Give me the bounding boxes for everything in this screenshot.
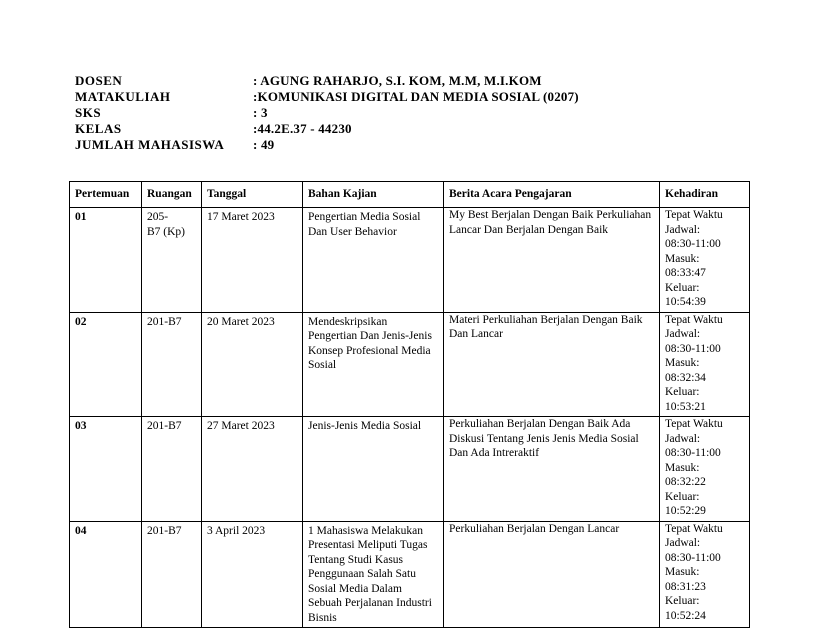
cell-tanggal: 3 April 2023 bbox=[202, 521, 303, 628]
info-label: MATAKULIAH bbox=[75, 89, 171, 104]
column-header: Pertemuan bbox=[70, 182, 142, 208]
cell-berita-acara: My Best Berjalan Dengan Baik Perkuliahan Lancar Dan Berjalan Dengan Baik bbox=[444, 208, 660, 313]
info-value: :44.2E.37 - 44230 bbox=[253, 121, 352, 136]
cell-kehadiran: Tepat Waktu Jadwal: 08:30-11:00 Masuk: 08:32:34 Keluar: 10:53:21 bbox=[660, 312, 750, 417]
cell-ruangan: 201-B7 bbox=[142, 312, 202, 417]
cell-pertemuan: 03 bbox=[70, 417, 142, 522]
cell-ruangan: 205- B7 (Kp) bbox=[142, 208, 202, 313]
info-value: : 49 bbox=[253, 137, 275, 152]
cell-bahan-kajian: Mendeskripsikan Pengertian Dan Jenis-Jenis Konsep Profesional Media Sosial bbox=[303, 312, 444, 417]
info-label: KELAS bbox=[75, 121, 122, 136]
column-header: Bahan Kajian bbox=[303, 182, 444, 208]
info-row-kelas bbox=[75, 121, 579, 137]
column-header: Kehadiran bbox=[660, 182, 750, 208]
column-header: Ruangan bbox=[142, 182, 202, 208]
course-info bbox=[75, 73, 579, 153]
info-row-matakuliah bbox=[75, 89, 579, 105]
cell-bahan-kajian: Jenis-Jenis Media Sosial bbox=[303, 417, 444, 522]
cell-tanggal: 20 Maret 2023 bbox=[202, 312, 303, 417]
cell-tanggal: 27 Maret 2023 bbox=[202, 417, 303, 522]
cell-pertemuan: 04 bbox=[70, 521, 142, 628]
info-label: JUMLAH MAHASISWA bbox=[75, 137, 225, 152]
cell-berita-acara: Materi Perkuliahan Berjalan Dengan Baik Dan Lancar bbox=[444, 312, 660, 417]
table-header-row bbox=[70, 182, 750, 208]
info-value: :KOMUNIKASI DIGITAL DAN MEDIA SOSIAL (0207) bbox=[253, 89, 579, 104]
cell-ruangan: 201-B7 bbox=[142, 521, 202, 628]
info-value: : 3 bbox=[253, 105, 268, 120]
cell-berita-acara: Perkuliahan Berjalan Dengan Lancar bbox=[444, 521, 660, 628]
cell-kehadiran: Tepat Waktu Jadwal: 08:30-11:00 Masuk: 08:31:23 Keluar: 10:52:24 bbox=[660, 521, 750, 628]
table-row bbox=[70, 417, 750, 522]
info-label: SKS bbox=[75, 105, 102, 120]
table-row bbox=[70, 208, 750, 313]
info-label: DOSEN bbox=[75, 73, 123, 88]
table-row bbox=[70, 312, 750, 417]
cell-kehadiran: Tepat Waktu Jadwal: 08:30-11:00 Masuk: 08:32:22 Keluar: 10:52:29 bbox=[660, 417, 750, 522]
info-row-jumlah-mahasiswa bbox=[75, 137, 579, 153]
cell-bahan-kajian: 1 Mahasiswa Melakukan Presentasi Meliputi Tugas Tentang Studi Kasus Penggunaan Salah Satu Sosial Media Dalam Sebuah Perjalanan Industri Bisnis bbox=[303, 521, 444, 628]
info-row-sks bbox=[75, 105, 579, 121]
table-row bbox=[70, 521, 750, 628]
attendance-table bbox=[69, 181, 750, 628]
cell-ruangan: 201-B7 bbox=[142, 417, 202, 522]
info-value: : AGUNG RAHARJO, S.I. KOM, M.M, M.I.KOM bbox=[253, 73, 542, 88]
cell-pertemuan: 02 bbox=[70, 312, 142, 417]
cell-kehadiran: Tepat Waktu Jadwal: 08:30-11:00 Masuk: 08:33:47 Keluar: 10:54:39 bbox=[660, 208, 750, 313]
cell-tanggal: 17 Maret 2023 bbox=[202, 208, 303, 313]
column-header: Berita Acara Pengajaran bbox=[444, 182, 660, 208]
cell-pertemuan: 01 bbox=[70, 208, 142, 313]
cell-berita-acara: Perkuliahan Berjalan Dengan Baik Ada Diskusi Tentang Jenis Jenis Media Sosial Dan Ada Intreraktif bbox=[444, 417, 660, 522]
info-row-dosen bbox=[75, 73, 579, 89]
cell-bahan-kajian: Pengertian Media Sosial Dan User Behavior bbox=[303, 208, 444, 313]
column-header: Tanggal bbox=[202, 182, 303, 208]
